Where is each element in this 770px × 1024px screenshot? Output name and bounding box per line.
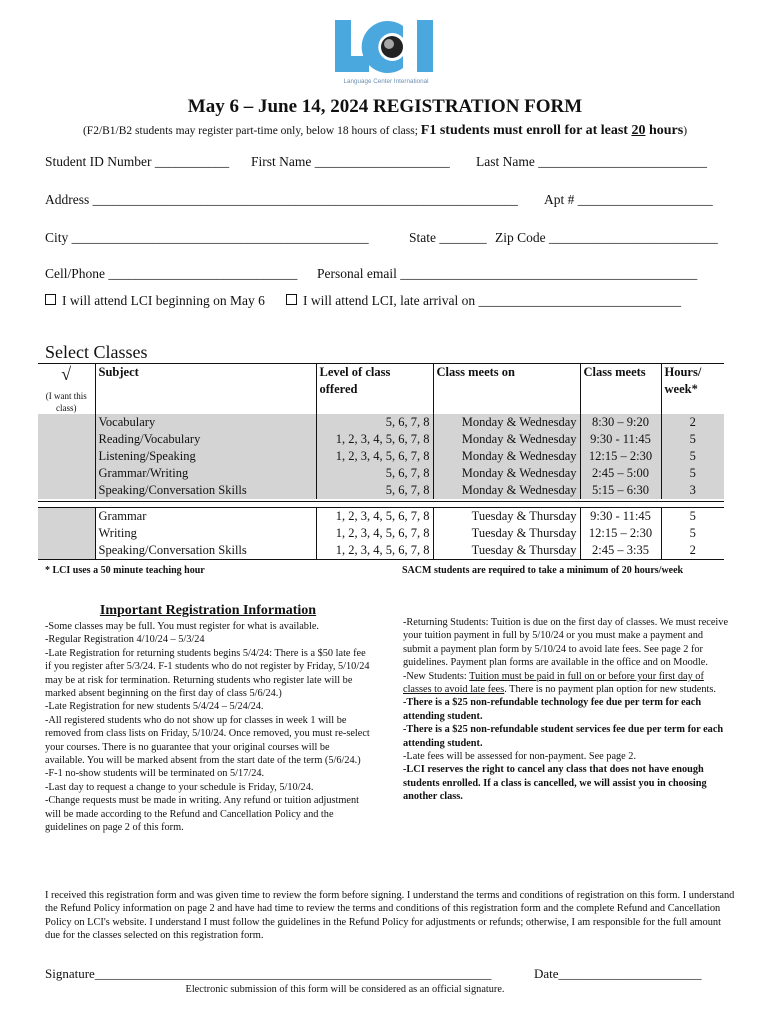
cancel-policy-info: -LCI reserves the right to cancel any class that does not have enough students enrolled. If a class is cancelled, we will assist you in choosing another class. — [403, 764, 707, 803]
subject-cell: Speaking/Conversation Skills — [95, 482, 316, 499]
level-cell: 1, 2, 3, 4, 5, 6, 7, 8 — [316, 431, 433, 448]
level-header: Level of class offered — [316, 364, 433, 415]
info-item: -All registered students who do not show up for classes in week 1 will be removed from class lists on Friday, 5/10/24. Once removed, you must re-select your courses. There is no guarantee that your original courses will be available. You will be marked absent from the start date of the term (5/6/24.) — [45, 714, 370, 767]
zip-field[interactable]: Zip Code _________________________ — [495, 230, 718, 245]
student-id-field[interactable]: Student ID Number ___________ — [45, 154, 230, 169]
meets-header: Class meets — [580, 364, 661, 415]
class-row[interactable] — [38, 482, 724, 499]
days-cell: Tuesday & Thursday — [433, 542, 580, 560]
hours-cell: 5 — [661, 465, 724, 482]
select-checkbox-cell[interactable] — [38, 542, 95, 560]
days-cell: Monday & Wednesday — [433, 414, 580, 431]
hours-cell: 5 — [661, 431, 724, 448]
days-cell: Monday & Wednesday — [433, 465, 580, 482]
hours-cell: 5 — [661, 448, 724, 465]
class-row[interactable] — [38, 414, 724, 431]
date-field[interactable]: Date______________________ — [534, 966, 702, 981]
info-right-column — [403, 616, 733, 804]
level-cell: 5, 6, 7, 8 — [316, 465, 433, 482]
time-cell: 9:30 - 11:45 — [580, 431, 661, 448]
info-item: -Last day to request a change to your schedule is Friday, 5/10/24. — [45, 781, 314, 793]
days-cell: Tuesday & Thursday — [433, 508, 580, 526]
apt-field[interactable]: Apt # ____________________ — [544, 192, 713, 207]
teaching-hour-note: * LCI uses a 50 minute teaching hour — [45, 565, 205, 576]
select-checkbox-cell[interactable] — [38, 465, 95, 482]
level-cell: 5, 6, 7, 8 — [316, 414, 433, 431]
new-students-info: -New Students: Tuition must be paid in full on or before your first day of classes to avoid late fees. There is no payment plan option for new students. — [403, 670, 716, 696]
sacm-note: SACM students are required to take a minimum of 20 hours/week — [402, 565, 684, 576]
subject-header: Subject — [95, 364, 316, 415]
info-heading: Important Registration Information — [99, 603, 317, 618]
time-cell: 12:15 – 2:30 — [580, 525, 661, 542]
select-checkbox-cell[interactable] — [38, 525, 95, 542]
level-cell: 1, 2, 3, 4, 5, 6, 7, 8 — [316, 542, 433, 560]
subject-cell: Speaking/Conversation Skills — [95, 542, 316, 560]
form-title: May 6 – June 14, 2024 REGISTRATION FORM — [187, 96, 583, 117]
info-item: -Some classes may be full. You must register for what is available. — [45, 621, 319, 632]
select-checkbox-cell[interactable] — [38, 431, 95, 448]
class-row[interactable] — [38, 508, 724, 526]
level-cell: 1, 2, 3, 4, 5, 6, 7, 8 — [316, 448, 433, 465]
subject-cell: Reading/Vocabulary — [95, 431, 316, 448]
time-cell: 5:15 – 6:30 — [580, 482, 661, 499]
subject-cell: Vocabulary — [95, 414, 316, 431]
lci-logo — [333, 18, 439, 88]
info-item: -Late Registration for new students 5/4/24 – 5/24/24. — [45, 701, 264, 713]
time-cell: 2:45 – 5:00 — [580, 465, 661, 482]
attend-late-option[interactable]: I will attend LCI, late arrival on ______________________________ — [286, 293, 681, 309]
info-item: -Regular Registration 4/10/24 – 5/3/24 — [45, 634, 205, 646]
select-checkbox-cell[interactable] — [38, 508, 95, 526]
electronic-submission-note: Electronic submission of this form will be considered as an official signature. — [185, 984, 505, 995]
level-cell: 1, 2, 3, 4, 5, 6, 7, 8 — [316, 508, 433, 526]
time-cell: 8:30 – 9:20 — [580, 414, 661, 431]
subject-cell: Grammar — [95, 508, 316, 526]
logo-tagline: Language Center International — [343, 78, 429, 85]
class-row[interactable] — [38, 431, 724, 448]
days-cell: Tuesday & Thursday — [433, 525, 580, 542]
agreement-text: I received this registration form and was given time to review the form before signing. I understand the terms and conditions of registration on this form. I understand the Refund Policy information on page 2 and have had time to review the terms and conditions of this registration form and the complete Refund and Cancellation Policy on LCI's website. I understand I must follow the guidelines in the Refund Policy for adjustments or refunds; otherwise, I am responsible for the full amount due for the classes selected on this registration form. — [45, 890, 735, 942]
select-classes-heading: Select Classes — [45, 342, 148, 362]
checkbox-icon[interactable] — [286, 294, 297, 305]
first-name-field[interactable]: First Name ____________________ — [251, 154, 450, 169]
hours-cell: 3 — [661, 482, 724, 499]
checkbox-icon[interactable] — [45, 294, 56, 305]
state-field[interactable]: State _______ — [409, 230, 487, 245]
attend-may6-option[interactable]: I will attend LCI beginning on May 6 — [45, 293, 265, 309]
hours-cell: 5 — [661, 508, 724, 526]
class-table — [38, 363, 724, 560]
services-fee-info: -There is a $25 non-refundable student services fee due per term for each attending student. — [403, 724, 724, 749]
time-cell: 9:30 - 11:45 — [580, 508, 661, 526]
time-cell: 12:15 – 2:30 — [580, 448, 661, 465]
form-subtitle: (F2/B1/B2 students may register part-time only, below 18 hours of class; F1 students must enroll for at least 20 hours) — [82, 123, 688, 138]
class-row[interactable] — [38, 448, 724, 465]
returning-students-info: -Returning Students: Tuition is due on the first day of classes. We must receive your tuition payment in full by 5/10/24 or you must make a payment and submit a payment plan form by 5/10/24 to avoid late fees. See page 2 for guidelines. Payment plan forms are available in the office and on Moodle. — [403, 617, 729, 669]
level-cell: 1, 2, 3, 4, 5, 6, 7, 8 — [316, 525, 433, 542]
check-column-header: √ (I want this class) — [38, 364, 95, 415]
level-cell: 5, 6, 7, 8 — [316, 482, 433, 499]
subject-cell: Listening/Speaking — [95, 448, 316, 465]
days-cell: Monday & Wednesday — [433, 448, 580, 465]
info-item: -Late Registration for returning students begins 5/4/24: There is a $50 late fee if you register after 5/3/24. F-1 students who do not register by Friday, 5/10/24 may be at risk for termination. Returning students who register late will be marked absent beginning on the first day of class 5/6/24.) — [45, 647, 370, 700]
cell-phone-field[interactable]: Cell/Phone ____________________________ — [45, 266, 298, 281]
late-fees-info: -Late fees will be assessed for non-payment. See page 2. — [403, 751, 637, 763]
last-name-field[interactable]: Last Name _________________________ — [476, 154, 707, 169]
class-row[interactable] — [38, 465, 724, 482]
address-field[interactable]: Address _______________________________________________________________ — [45, 192, 518, 207]
meets-on-header: Class meets on — [433, 364, 580, 415]
info-item: -Change requests must be made in writing. Any refund or tuition adjustment will be made according to the Refund and Cancellation Policy and the guidelines on page 2 of this form. — [45, 795, 359, 834]
class-row[interactable] — [38, 542, 724, 560]
class-row[interactable] — [38, 525, 724, 542]
days-cell: Monday & Wednesday — [433, 431, 580, 448]
time-cell: 2:45 – 3:35 — [580, 542, 661, 560]
select-checkbox-cell[interactable] — [38, 414, 95, 431]
hours-cell: 2 — [661, 542, 724, 560]
tech-fee-info: -There is a $25 non-refundable technology fee due per term for each attending student. — [403, 697, 702, 722]
hours-header: Hours/ week* — [661, 364, 724, 415]
info-left-column — [45, 620, 371, 835]
hours-cell: 2 — [661, 414, 724, 431]
days-cell: Monday & Wednesday — [433, 482, 580, 499]
hours-cell: 5 — [661, 525, 724, 542]
subject-cell: Grammar/Writing — [95, 465, 316, 482]
info-item: -F-1 no-show students will be terminated on 5/17/24. — [45, 768, 265, 780]
subject-cell: Writing — [95, 525, 316, 542]
signature-field[interactable]: Signature_____________________________________________________________ — [45, 966, 492, 981]
email-field[interactable]: Personal email ____________________________________________ — [317, 266, 698, 281]
select-checkbox-cell[interactable] — [38, 448, 95, 465]
select-checkbox-cell[interactable] — [38, 482, 95, 499]
city-field[interactable]: City ____________________________________________ — [45, 230, 369, 245]
